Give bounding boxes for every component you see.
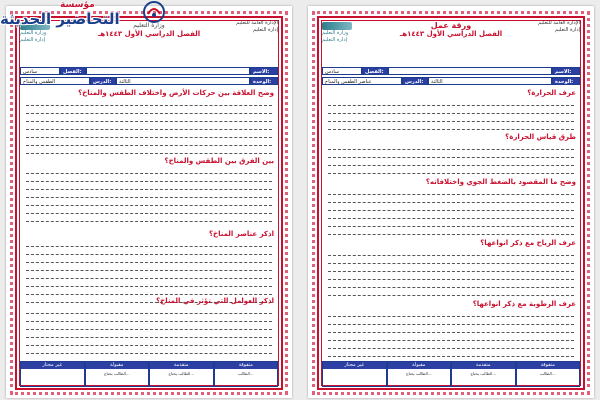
worksheet-page-left [6, 6, 292, 398]
worksheet-page-right [308, 6, 594, 398]
lesson-info-row [20, 77, 278, 86]
header-line: إدارة التعليم [322, 37, 347, 43]
rubric-col: غير مجتاز [322, 361, 387, 387]
lesson-info-row [322, 77, 580, 86]
rubric-col: غير مجتاز [20, 361, 85, 387]
answer-lines[interactable] [328, 248, 574, 296]
name-field[interactable] [388, 67, 552, 75]
question-text: عرف الحرارة؟ [527, 89, 576, 97]
semester-title: الفصل الدراسي الأول ١٤٤٣هـ [97, 30, 201, 38]
question-text: عرف الرطوبة مع ذكر انواعها؟ [472, 300, 576, 308]
answer-lines[interactable] [26, 306, 272, 354]
rubric-col: متفوقة الطالب... [214, 361, 279, 387]
answer-lines[interactable] [26, 98, 272, 154]
header-line: وزارة التعليم [20, 30, 47, 36]
rubric-col: مقبولة الطالب يحتاج... [85, 361, 150, 387]
rubric-col: متفوقة الطالب... [516, 361, 581, 387]
header-line: وزارة التعليم [322, 30, 349, 36]
header-right-block [218, 20, 278, 34]
lesson-label: الدرس: [402, 77, 428, 85]
lesson-label: الدرس: [90, 77, 116, 85]
question-text: طرق قياس الحرارة؟ [505, 133, 576, 141]
question-text: وضح ما المقصود بالضغط الجوي واختلافاته؟ [425, 178, 576, 186]
lesson-value: الطقس والمناخ [20, 77, 90, 85]
answer-lines[interactable] [26, 239, 272, 303]
brand-name: التحاضير الحديثة [0, 10, 120, 28]
header-line: إدارة التعليم [253, 27, 278, 33]
student-info-row [20, 67, 278, 76]
unit-value: الثالثة [116, 77, 250, 85]
name-field[interactable] [86, 67, 250, 75]
header-center-block [382, 22, 520, 38]
header-left-block [322, 20, 382, 44]
answer-lines[interactable] [328, 187, 574, 235]
brand-watermark [0, 0, 170, 40]
brand-logo-icon [142, 0, 166, 24]
header-line: الإدارة العامة للتعليم [236, 20, 278, 26]
name-label: الاسم: [250, 67, 278, 75]
header-line: إدارة التعليم [555, 27, 580, 33]
rubric-table [322, 361, 580, 387]
rubric-col: متقدمة الطالب يحتاج... [149, 361, 214, 387]
unit-value: الثالثة [428, 77, 552, 85]
rubric-col: متقدمة الطالب يحتاج... [451, 361, 516, 387]
rubric-col: مقبولة الطالب يحتاج... [387, 361, 452, 387]
unit-label: الوحدة: [552, 77, 580, 85]
rubric-table [20, 361, 278, 387]
header-line: وزارة التعليم [133, 22, 165, 29]
class-value: سادس [322, 67, 362, 75]
class-label: الفصل: [60, 67, 86, 75]
answer-lines[interactable] [328, 98, 574, 130]
student-info-row [322, 67, 580, 76]
question-text: عرف الرياح مع ذكر انواعها؟ [480, 239, 576, 247]
lesson-value: عناصر الطقس والمناخ [322, 77, 402, 85]
question-text: بين الفرق بين الطقس والمناخ؟ [164, 157, 274, 165]
class-label: الفصل: [362, 67, 388, 75]
answer-lines[interactable] [26, 166, 272, 222]
header-line: الإدارة العامة للتعليم [538, 20, 580, 26]
answer-lines[interactable] [328, 142, 574, 174]
worksheet-title: ورقة عمل [430, 21, 472, 30]
header-line: إدارة التعليم [20, 37, 45, 43]
question-text: وضح العلاقة بين حركات الأرض واختلاف الطقس والمناخ؟ [78, 89, 274, 97]
question-text: اذكر عناصر المناخ؟ [209, 230, 274, 238]
brand-subtitle: مؤسسة [60, 0, 95, 10]
unit-label: الوحدة: [250, 77, 278, 85]
page-header [322, 20, 580, 62]
class-value: سادس [20, 67, 60, 75]
header-right-block [520, 20, 580, 34]
name-label: الاسم: [552, 67, 580, 75]
ministry-logo-icon [322, 22, 352, 30]
semester-title: الفصل الدراسي الأول ١٤٤٣هـ [399, 30, 503, 38]
question-text: اذكر العوامل التي تؤثر في المناخ؟ [156, 297, 274, 305]
answer-lines[interactable] [328, 309, 574, 357]
